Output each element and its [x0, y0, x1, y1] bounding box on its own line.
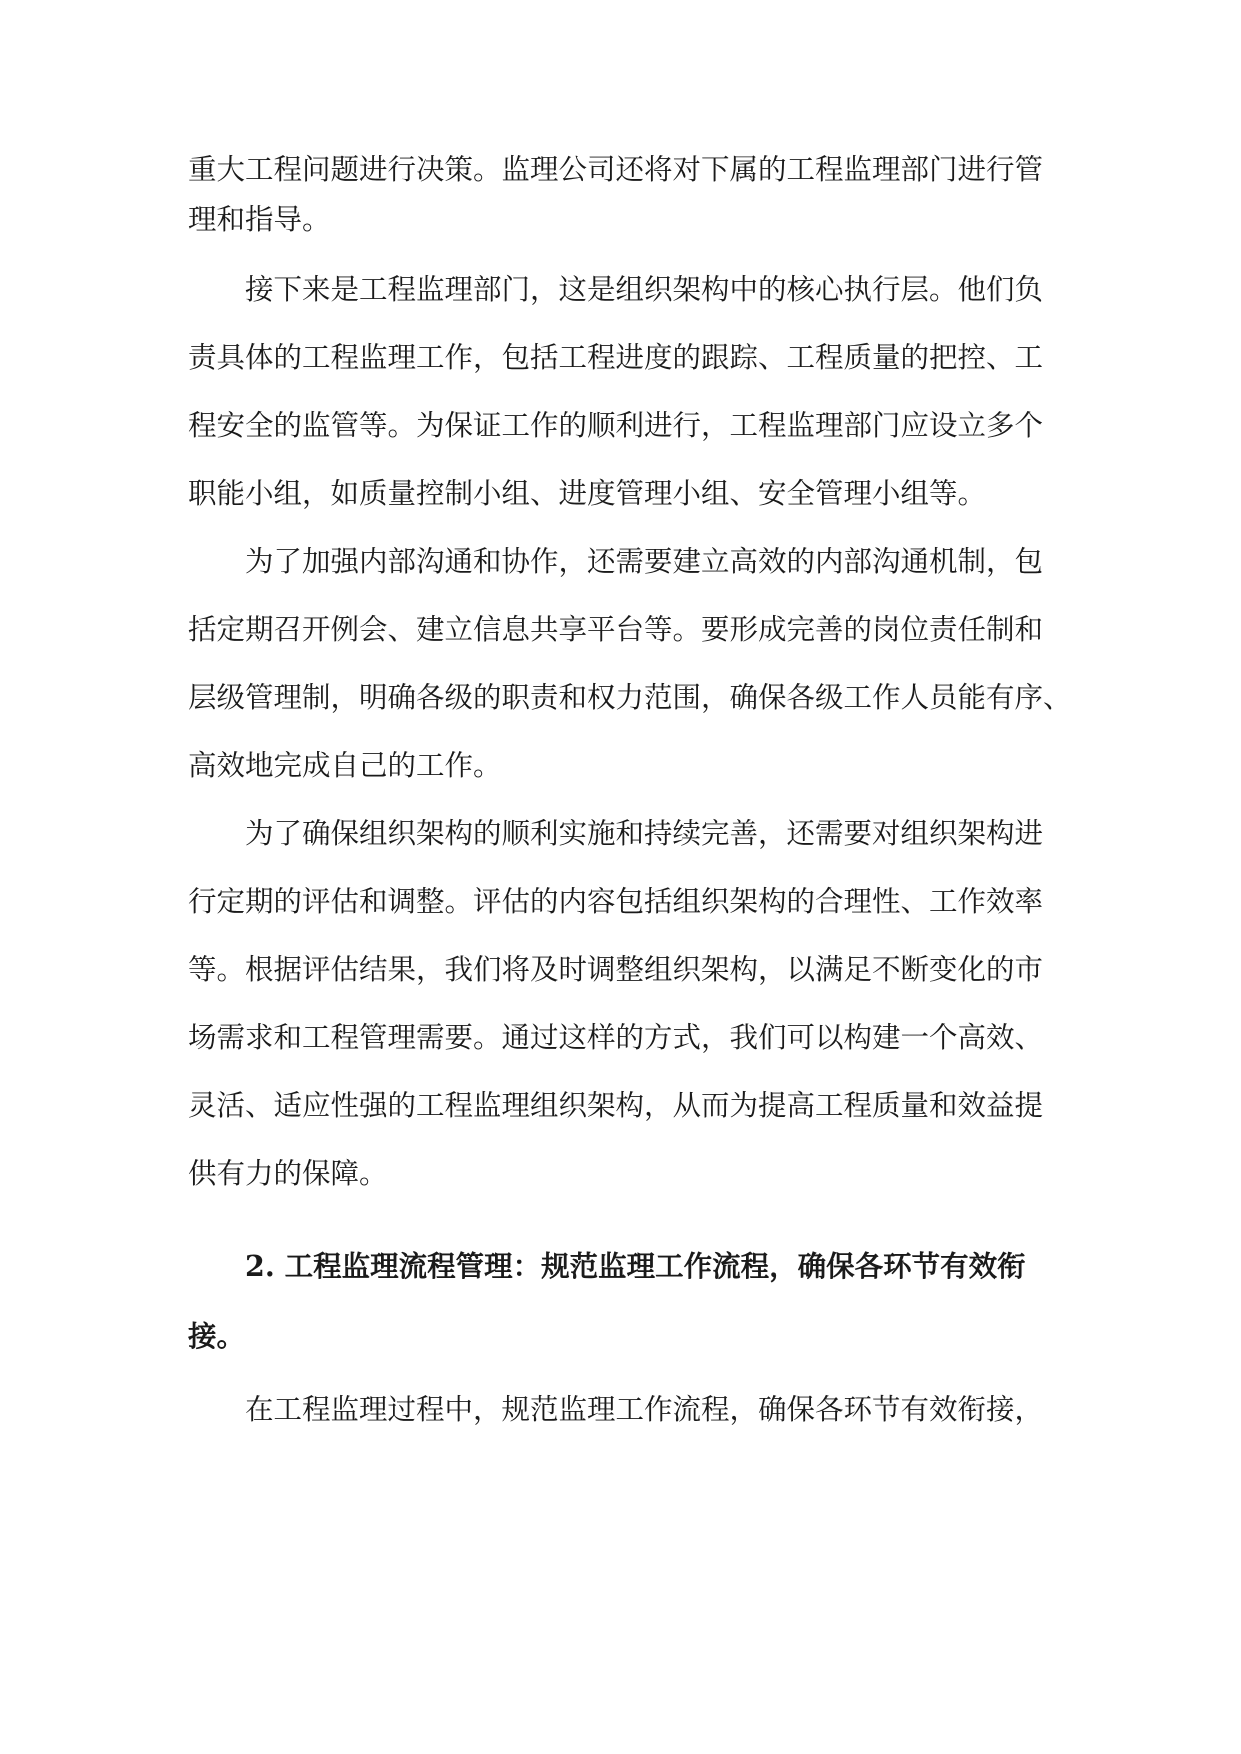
section-heading-line: 2. 工程监理流程管理：规范监理工作流程，确保各环节有效衔 [245, 1249, 1026, 1283]
paragraph-line: 责具体的工程监理工作，包括工程进度的跟踪、工程质量的把控、工 [188, 341, 1044, 374]
paragraph-line: 程安全的监管等。为保证工作的顺利进行，工程监理部门应设立多个 [188, 409, 1044, 442]
paragraph-line: 括定期召开例会、建立信息共享平台等。要形成完善的岗位责任制和 [188, 613, 1044, 646]
paragraph-line: 层级管理制，明确各级的职责和权力范围，确保各级工作人员能有序、 [188, 681, 1072, 714]
paragraph-line: 职能小组，如质量控制小组、进度管理小组、安全管理小组等。 [188, 477, 987, 510]
paragraph-line: 为了加强内部沟通和协作，还需要建立高效的内部沟通机制，包 [245, 545, 1044, 578]
section-heading-line: 接。 [188, 1319, 246, 1353]
paragraph-line: 理和指导。 [188, 203, 331, 236]
paragraph-line: 为了确保组织架构的顺利实施和持续完善，还需要对组织架构进 [245, 817, 1044, 850]
paragraph-line: 等。根据评估结果，我们将及时调整组织架构，以满足不断变化的市 [188, 953, 1044, 986]
paragraph-line: 灵活、适应性强的工程监理组织架构，从而为提高工程质量和效益提 [188, 1089, 1044, 1122]
paragraph-line: 供有力的保障。 [188, 1157, 388, 1190]
paragraph-line: 行定期的评估和调整。评估的内容包括组织架构的合理性、工作效率 [188, 885, 1044, 918]
paragraph-line: 重大工程问题进行决策。监理公司还将对下属的工程监理部门进行管 [188, 153, 1044, 186]
paragraph-line: 接下来是工程监理部门，这是组织架构中的核心执行层。他们负 [245, 273, 1044, 306]
paragraph-line: 在工程监理过程中，规范监理工作流程，确保各环节有效衔接， [245, 1393, 1044, 1426]
paragraph-line: 高效地完成自己的工作。 [188, 749, 502, 782]
paragraph-line: 场需求和工程管理需要。通过这样的方式，我们可以构建一个高效、 [188, 1021, 1044, 1054]
